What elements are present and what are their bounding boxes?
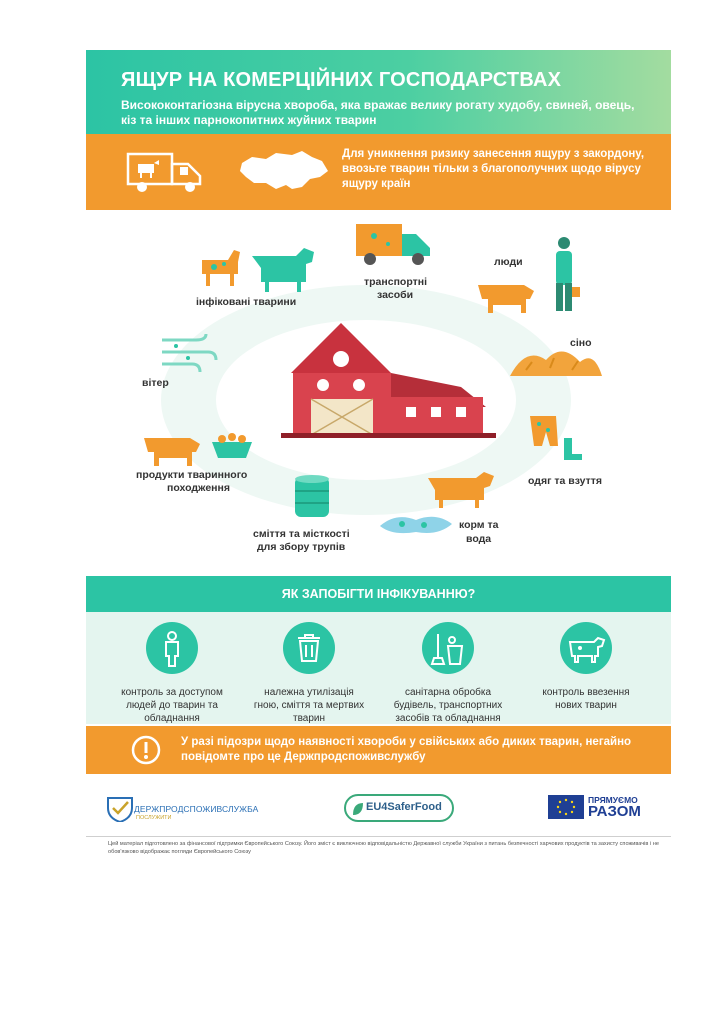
prevention-item-access — [102, 622, 242, 725]
hay-icon — [506, 340, 606, 380]
prevention-item-sanitation — [378, 622, 518, 725]
prevention-access-line2: людей до тварин та — [126, 700, 218, 711]
page-title: ЯЩУР НА КОМЕРЦІЙНИХ ГОСПОДАРСТВАХ — [121, 69, 562, 91]
prevention-import-line1: контроль ввезення — [542, 687, 630, 698]
ukraine-map-icon — [236, 149, 336, 197]
alert-text: У разі підозри щодо наявності хвороби у свійських або диких тварин, негайно повідомте про це Держпродспоживслужбу — [181, 736, 632, 763]
checkmark-shield-icon — [106, 794, 134, 822]
prevention-disposal-line2: гною, сміття та мертвих — [253, 700, 365, 711]
prevention-disposal-line1: належна утилізація — [264, 687, 354, 698]
label-clothes: одяг та взуття — [528, 475, 603, 487]
label-animal-products-line1: продукти тваринного — [136, 469, 248, 481]
wind-icon — [158, 330, 218, 380]
leaf-icon — [351, 801, 365, 817]
label-hay: сіно — [570, 337, 592, 349]
farmer-icon — [544, 235, 584, 315]
eu4saferfood-text: EU4SaferFood — [366, 801, 442, 813]
cleaning-icon — [422, 622, 474, 674]
pig-icon — [470, 275, 540, 315]
header-banner — [86, 50, 671, 134]
eu-flag-icon — [548, 795, 584, 819]
label-waste-line2: для збору трупів — [257, 541, 346, 553]
dps-logo-sub: ПОСЛУЖИТИ — [136, 815, 172, 821]
dps-logo — [106, 794, 259, 827]
water-puddle-icon — [376, 510, 456, 538]
pig-icon-products — [136, 428, 206, 468]
prevention-panel — [86, 612, 671, 724]
label-wind: вітер — [142, 377, 169, 389]
prevention-access-line3: обладнання — [144, 713, 200, 724]
label-animal-products-line2: походження — [167, 482, 230, 494]
person-icon — [146, 622, 198, 674]
razom-text: РАЗОМ — [588, 803, 641, 820]
pryamuyemo-text: ПРЯМУЄМО — [588, 795, 638, 805]
goat-icon — [196, 240, 246, 290]
dps-logo-name: ДЕРЖПРОДСПОЖИВСЛУЖБА — [134, 804, 259, 814]
prevention-item-disposal — [239, 622, 379, 725]
warning-icon — [131, 735, 161, 765]
label-transport-line1: транспортні — [364, 276, 428, 288]
prevention-sanitation-line3: засобів та обладнання — [395, 713, 501, 724]
partner-logos — [86, 790, 671, 836]
prevention-title: ЯК ЗАПОБІГТИ ІНФІКУВАННЮ? — [86, 576, 671, 612]
clothes-icon — [528, 410, 588, 470]
footer-divider — [86, 836, 671, 837]
prevention-disposal-line3: тварин — [292, 713, 325, 724]
import-notice-banner — [86, 134, 671, 210]
disclaimer-text: Цей матеріал підготовлено за фінансової підтримки Європейського Союзу. Його зміст є виключною відповідальністю Державної служби України з питань безпечності харчових продуктів та захисту споживачів і не обов'язково відображає погляди Європейського Союзу — [108, 841, 659, 855]
page-subtitle: Висококонтагіозна вірусна хвороба, яка вражає велику рогату худобу, свиней, овець, кіз та інших парнокопитних жуйних тварин — [121, 98, 635, 127]
label-people: люди — [494, 256, 523, 268]
food-bowl-icon — [210, 430, 254, 460]
prevention-sanitation-line1: санітарна обробка — [404, 687, 492, 698]
cow-icon — [560, 622, 612, 674]
label-feed-water-line1: корм та — [459, 519, 499, 531]
prevention-sanitation-line2: будівель, транспортних — [393, 700, 503, 711]
prevention-access-line1: контроль за доступом — [121, 687, 223, 698]
cow-icon-orange — [424, 468, 496, 510]
truck-icon — [126, 152, 206, 194]
label-waste-line1: сміття та місткості — [253, 528, 350, 540]
label-infected-animals: інфіковані тварини — [196, 296, 297, 308]
transmission-diagram — [86, 210, 671, 575]
barn-illustration — [271, 315, 501, 440]
import-notice-text: Для уникнення ризику занесення ящуру з закордону, ввозьте тварин тільки з благополучних щодо вірусу ящуру країн — [342, 148, 645, 190]
label-transport-line2: засоби — [377, 289, 414, 301]
prevention-item-import — [516, 622, 656, 712]
eu4saferfood-logo — [344, 794, 454, 822]
label-feed-water-line2: вода — [466, 533, 492, 545]
truck-icon-orange — [354, 222, 434, 267]
trash-bin-icon — [283, 622, 335, 674]
barrel-icon — [292, 473, 332, 521]
prevention-import-line2: нових тварин — [555, 700, 617, 711]
cow-icon-green — [248, 240, 318, 292]
alert-banner — [86, 726, 671, 774]
